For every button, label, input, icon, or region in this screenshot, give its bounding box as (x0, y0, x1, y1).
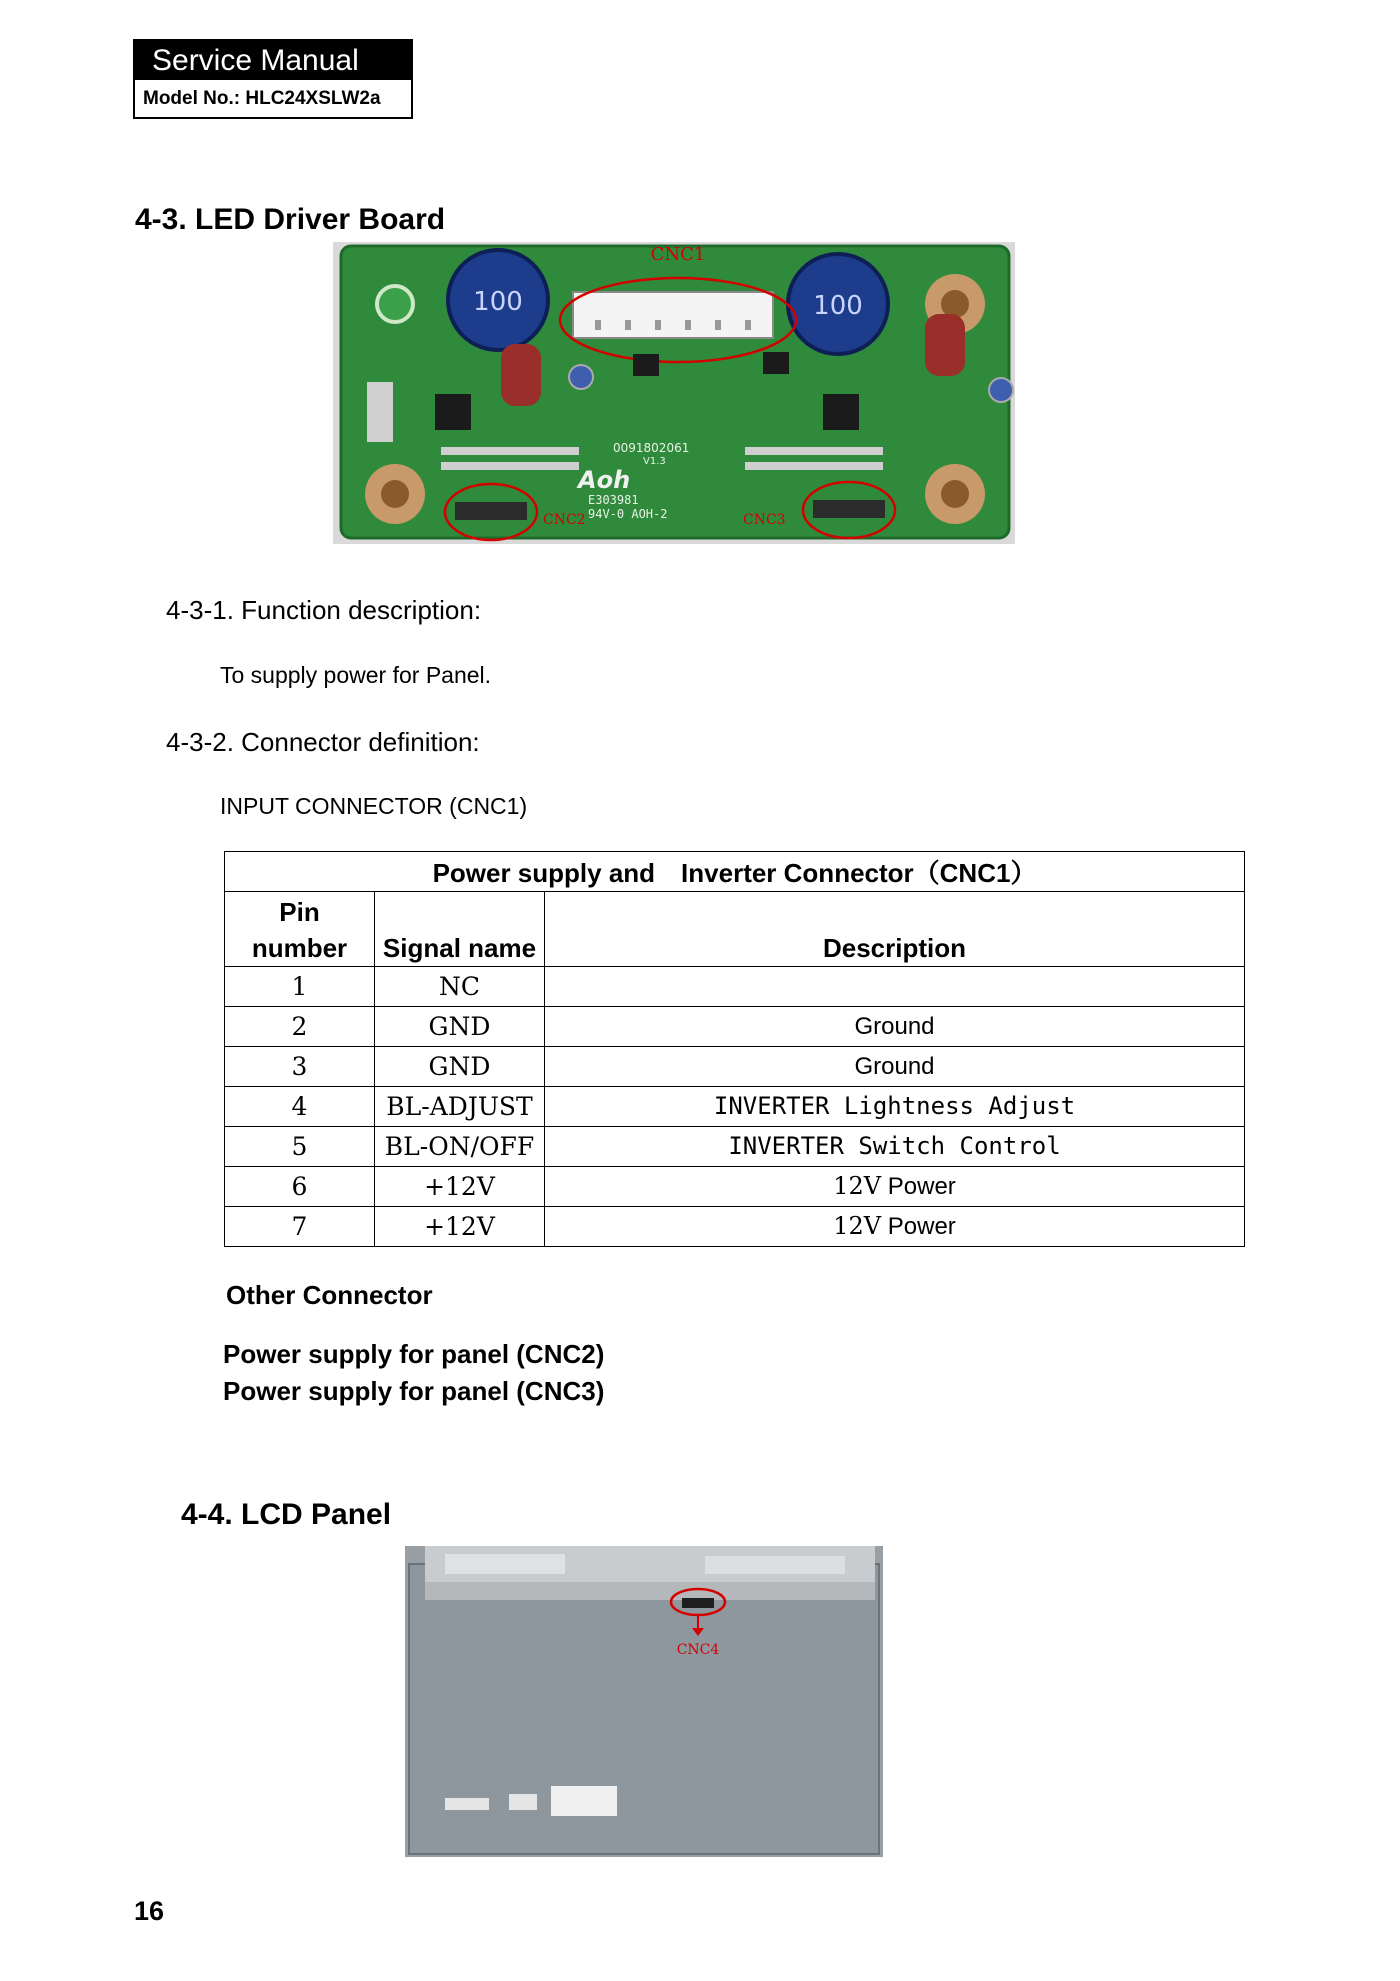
header-pin-line1: Pin (279, 897, 320, 927)
signal-cell: +12V (375, 1207, 545, 1247)
other-connector-cnc3: Power supply for panel (CNC3) (223, 1376, 605, 1406)
page-number: 16 (134, 1896, 165, 1926)
photo-label-cnc1: CNC1 (650, 244, 706, 265)
header-badge (133, 39, 413, 119)
description-cell: Ground (545, 1007, 1245, 1047)
connector-definition-title: 4-3-2. Connector definition: (166, 727, 480, 757)
manual-title: Service Manual (135, 41, 411, 80)
header-pin-line2: number (251, 933, 348, 963)
pin-cell: 7 (225, 1207, 375, 1247)
pin-cell: 4 (225, 1087, 375, 1127)
signal-cell: GND (375, 1007, 545, 1047)
section-title-led-driver: 4-3. LED Driver Board (135, 203, 446, 236)
table-caption: Power supply and Inverter Connector（CNC1） (225, 852, 1245, 892)
table-row (225, 967, 1245, 1007)
connector-table (224, 851, 1245, 1247)
lcd-panel-photo (405, 1546, 883, 1857)
description-cell: INVERTER Lightness Adjust (545, 1087, 1245, 1127)
table-row (225, 1007, 1245, 1047)
description-cell: Ground (545, 1047, 1245, 1087)
silk-code: 0091802061 (613, 441, 690, 455)
board-illustration (333, 242, 1015, 544)
description-cell: 12V Power (545, 1167, 1245, 1207)
header-signal-name: Signal name (375, 892, 545, 967)
description-cell: 12V Power (545, 1207, 1245, 1247)
pin-cell: 6 (225, 1167, 375, 1207)
panel-illustration (405, 1546, 883, 1857)
model-number: Model No.: HLC24XSLW2a (143, 88, 381, 109)
led-driver-board-photo (333, 242, 1015, 544)
signal-cell: NC (375, 967, 545, 1007)
signal-cell: BL-ON/OFF (375, 1127, 545, 1167)
input-connector-label: INPUT CONNECTOR (CNC1) (220, 793, 528, 819)
table-row (225, 1167, 1245, 1207)
coil-label-right: 100 (813, 291, 863, 321)
function-description-title: 4-3-1. Function description: (166, 595, 482, 625)
photo-label-cnc4: CNC4 (676, 1642, 720, 1658)
pin-cell: 5 (225, 1127, 375, 1167)
function-description-text: To supply power for Panel. (220, 662, 492, 688)
table-row (225, 1207, 1245, 1247)
signal-cell: +12V (375, 1167, 545, 1207)
header-pin-number (225, 892, 375, 967)
photo-label-cnc2: CNC2 (543, 512, 586, 528)
signal-cell: GND (375, 1047, 545, 1087)
section-title-lcd-panel: 4-4. LCD Panel (181, 1498, 392, 1531)
pin-cell: 1 (225, 967, 375, 1007)
silk-aoh: 94V-0 AOH-2 (588, 507, 668, 521)
coil-label-left: 100 (473, 287, 523, 317)
silk-version: V1.3 (643, 456, 666, 467)
header-description: Description (545, 892, 1245, 967)
pin-cell: 3 (225, 1047, 375, 1087)
other-connector-cnc2: Power supply for panel (CNC2) (223, 1339, 605, 1369)
silk-model: E303981 (588, 493, 639, 507)
silk-brand: Aoh (578, 466, 631, 494)
table-row (225, 1087, 1245, 1127)
table-row (225, 1127, 1245, 1167)
description-cell: INVERTER Switch Control (545, 1127, 1245, 1167)
table-row (225, 1047, 1245, 1087)
signal-cell: BL-ADJUST (375, 1087, 545, 1127)
description-cell (545, 967, 1245, 1007)
pin-cell: 2 (225, 1007, 375, 1047)
other-connector-title: Other Connector (226, 1280, 433, 1310)
photo-label-cnc3: CNC3 (743, 512, 786, 528)
